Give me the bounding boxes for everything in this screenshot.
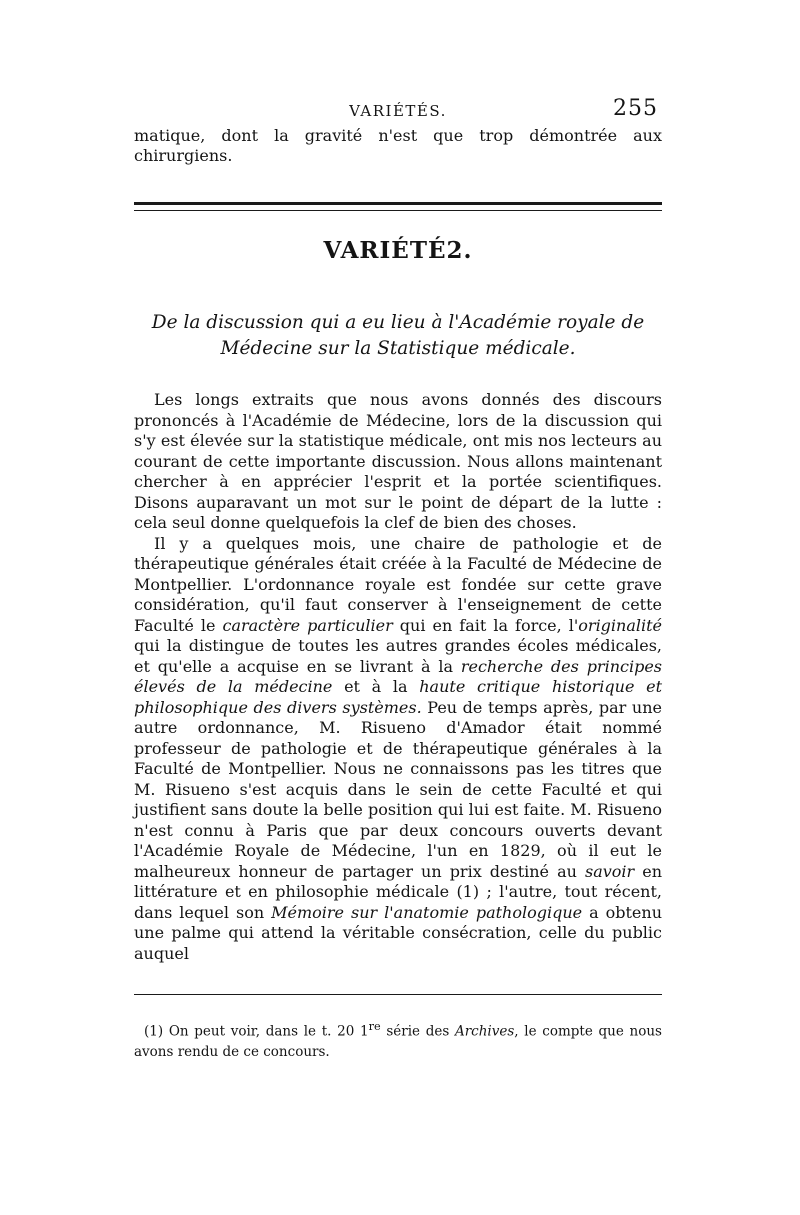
footnote-text-a: (1) On peut voir, dans le t. 20 1 bbox=[144, 1023, 369, 1040]
p2-emphasis-2: originalité bbox=[578, 615, 663, 635]
section-subtitle: De la discussion qui a eu lieu à l'Académie royale de Médecine sur la Statistique médicale. bbox=[151, 312, 645, 359]
p2-emphasis-1: caractère particulier bbox=[222, 615, 393, 635]
p2-text-b: qui en fait la force, l' bbox=[392, 615, 579, 635]
continued-text: matique, dont la gravité n'est que trop démontrée aux chirurgiens. bbox=[134, 126, 662, 165]
p2-emphasis-5: savoir bbox=[584, 861, 635, 881]
footnote-superscript: re bbox=[368, 1020, 381, 1033]
footnote-text-b: série des bbox=[380, 1023, 455, 1040]
footnote bbox=[134, 1017, 662, 1062]
p2-emphasis-6: Mémoire sur l'anatomie pathologique bbox=[271, 902, 583, 922]
running-title: VARIÉTÉS. bbox=[349, 102, 447, 120]
p2-text-e: Peu de temps après, par une autre ordonnance, M. Risueno d'Amador était nommé professeur de pathologie et de thérapeutique générales à la Faculté de Montpellier. Nous ne connaissons pas les titres que M. Risueno s'est acquis dans le sein de cette Faculté et qui justifient sans doute la belle position qui lui est faite. M. Risueno n'est connu à Paris que par deux concours ouverts devant l'Académie Royale de Médecine, l'un en 1829, où il eut le malheureux honneur de partager un prix destiné au bbox=[134, 697, 662, 881]
page-number: 255 bbox=[613, 96, 658, 121]
section-divider bbox=[134, 202, 662, 211]
section-title: VARIÉTÉ2. bbox=[323, 237, 473, 264]
p2-text-f: en littérature et en philosophie médicale (1) ; l'autre, tout récent, dans lequel son bbox=[134, 861, 663, 922]
p2-text-c: qui la distingue de toutes les autres grandes écoles médicales, et qu'elle a acquise en se livrant à la bbox=[134, 636, 662, 676]
paragraph-2 bbox=[134, 534, 662, 965]
paragraph-1: Les longs extraits que nous avons donnés des discours prononcés à l'Académie de Médecine, lors de la discussion qui s'y est élevée sur la statistique médicale, ont mis nos lecteurs au courant de cette importante discussion. Nous allons maintenant chercher à en apprécier l'esprit et la portée scientifiques. Disons auparavant un mot sur le point de départ de la lutte : cela seul donne quelquefois la clef de bien des choses. bbox=[134, 390, 662, 532]
p2-emphasis-4: haute critique historique et philosophique des divers systèmes. bbox=[134, 677, 663, 717]
book-page bbox=[134, 92, 662, 1062]
footnote-text-c: , le compte que nous avons rendu de ce concours. bbox=[134, 1023, 662, 1060]
p2-text-g: a obtenu une palme qui attend la véritable consécration, celle du public auquel bbox=[134, 902, 663, 963]
footnote-emphasis: Archives bbox=[454, 1023, 515, 1040]
article-body bbox=[134, 390, 662, 964]
running-head bbox=[134, 92, 662, 126]
p2-emphasis-3: recherche des principes élevés de la médecine bbox=[134, 656, 663, 696]
footnote-divider bbox=[134, 994, 662, 995]
p2-text-d: et à la bbox=[332, 677, 420, 696]
p2-text-a: Il y a quelques mois, une chaire de pathologie et de thérapeutique générales était créée à la Faculté de Médecine de Montpellier. L'ordonnance royale est fondée sur cette grave considération, qu'il faut conserver à l'enseignement de cette Faculté le bbox=[134, 533, 662, 635]
